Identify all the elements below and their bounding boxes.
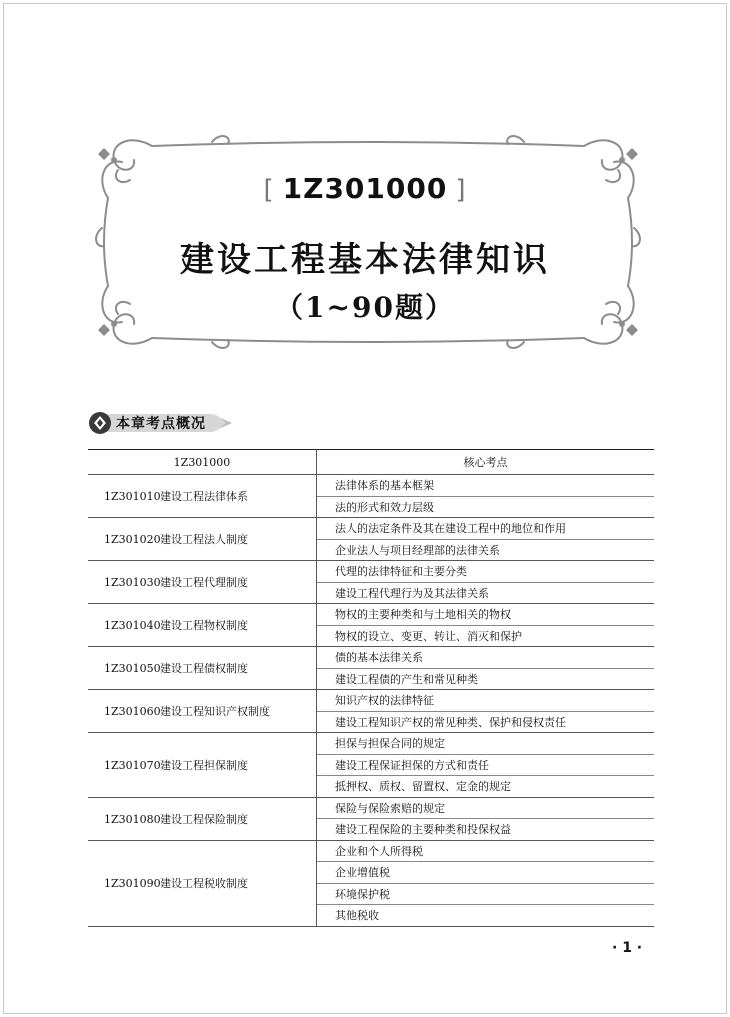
table-row: [88, 797, 654, 819]
section-title: 本章考点概况: [116, 416, 206, 432]
section-cell: [88, 690, 317, 733]
section-code: 1Z301030: [104, 576, 161, 589]
section-cell: [88, 604, 317, 647]
chapter-title: 建设工程基本法律知识: [180, 240, 550, 280]
section-name: 建设工程税收制度: [160, 877, 248, 890]
key-point-cell: 知识产权的法律特征: [317, 690, 655, 712]
key-point-cell: 法的形式和效力层级: [317, 496, 655, 518]
key-point-cell: 债的基本法律关系: [317, 647, 655, 669]
section-code: 1Z301070: [104, 758, 161, 772]
key-point-cell: 建设工程保证担保的方式和责任: [317, 754, 655, 776]
key-point-cell: 担保与担保合同的规定: [317, 733, 655, 755]
section-cell: [88, 475, 317, 518]
key-point-cell: 物权的主要种类和与土地相关的物权: [317, 604, 655, 626]
section-cell: [88, 518, 317, 561]
key-point-cell: 物权的设立、变更、转让、消灭和保护: [317, 625, 655, 647]
table-row: [88, 561, 654, 583]
key-point-cell: 法人的法定条件及其在建设工程中的地位和作用: [317, 518, 655, 540]
table-header-row: [88, 450, 654, 475]
section-code: 1Z301050: [104, 662, 161, 675]
table-row: [88, 647, 654, 669]
section-name: 建设工程知识产权制度: [160, 705, 270, 718]
section-code: 1Z301080: [104, 812, 161, 826]
section-name: 建设工程保险制度: [160, 812, 248, 826]
section-code: 1Z301040: [104, 619, 161, 632]
bracket-right: ]: [455, 175, 467, 205]
key-point-cell: 建设工程保险的主要种类和投保权益: [317, 819, 655, 841]
section-code: 1Z301010: [104, 490, 161, 503]
table-row: [88, 475, 654, 497]
table-row: [88, 518, 654, 540]
key-point-cell: 其他税收: [317, 905, 655, 927]
key-points-table: [88, 449, 654, 927]
section-code: 1Z301090: [104, 877, 161, 890]
section-name: 建设工程债权制度: [160, 662, 248, 675]
section-banner: [86, 410, 246, 436]
bracket-left: [: [263, 175, 275, 205]
key-point-cell: 环境保护税: [317, 883, 655, 905]
section-cell: [88, 797, 317, 840]
section-code: 1Z301060: [104, 705, 161, 718]
table-header-chapter: 1Z301000: [88, 450, 317, 475]
key-point-cell: 代理的法律特征和主要分类: [317, 561, 655, 583]
table-header-keypoints: 核心考点: [317, 450, 655, 475]
section-name: 建设工程物权制度: [160, 619, 248, 632]
chapter-code: 1Z301000: [282, 172, 448, 205]
key-point-cell: 建设工程债的产生和常见种类: [317, 668, 655, 690]
key-point-cell: 抵押权、质权、留置权、定金的规定: [317, 776, 655, 798]
section-cell: [88, 561, 317, 604]
key-points-table-wrap: [88, 449, 654, 927]
key-point-cell: 企业增值税: [317, 862, 655, 884]
section-name: 建设工程法律体系: [160, 490, 248, 503]
section-cell: [88, 733, 317, 798]
question-range: （1~90题）: [275, 291, 455, 324]
page-number: · 1 ·: [612, 940, 643, 956]
section-name: 建设工程担保制度: [160, 758, 248, 772]
key-point-cell: 建设工程代理行为及其法律关系: [317, 582, 655, 604]
key-point-cell: 企业法人与项目经理部的法律关系: [317, 539, 655, 561]
key-point-cell: 保险与保险索赔的规定: [317, 797, 655, 819]
key-point-cell: 建设工程知识产权的常见种类、保护和侵权责任: [317, 711, 655, 733]
table-row: [88, 733, 654, 755]
table-body: [88, 475, 654, 927]
section-name: 建设工程代理制度: [160, 576, 248, 589]
table-row: [88, 840, 654, 862]
table-row: [88, 690, 654, 712]
table-row: [88, 604, 654, 626]
chapter-code-title: [0, 172, 730, 205]
key-point-cell: 法律体系的基本框架: [317, 475, 655, 497]
key-point-cell: 企业和个人所得税: [317, 840, 655, 862]
section-code: 1Z301020: [104, 533, 161, 546]
section-cell: [88, 647, 317, 690]
section-name: 建设工程法人制度: [160, 533, 248, 546]
section-cell: [88, 840, 317, 926]
